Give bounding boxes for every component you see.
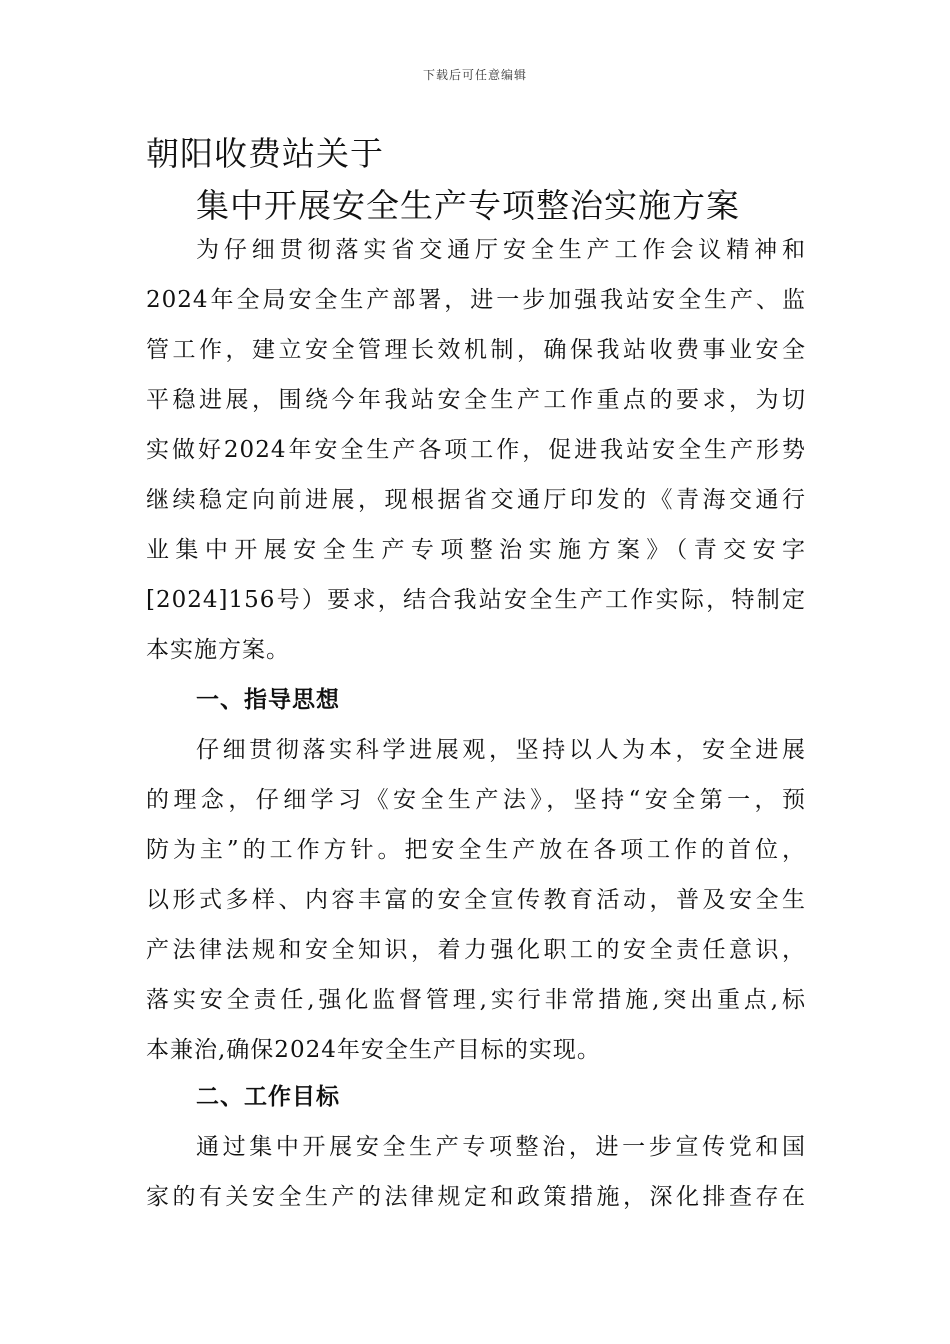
paragraph-line: 仔细贯彻落实科学进展观，坚持以人为本，安全进展 — [196, 737, 806, 763]
paragraph-line: 的理念，仔细学习《安全生产法》，坚持“安全第一，预 — [146, 787, 806, 813]
paragraph-line: [2024]156号）要求，结合我站安全生产工作实际，特制定 — [146, 587, 806, 613]
paragraph-line: 本实施方案。 — [146, 637, 290, 663]
paragraph-line: 落实安全责任,强化监督管理,实行非常措施,突出重点,标 — [146, 987, 806, 1013]
paragraph-line: 2024年全局安全生产部署，进一步加强我站安全生产、监 — [146, 287, 806, 313]
paragraph-line: 管工作，建立安全管理长效机制，确保我站收费事业安全 — [146, 337, 806, 363]
document-title-line-1: 朝阳收费站关于 — [146, 134, 384, 173]
section-heading-work-goals: 二、工作目标 — [196, 1084, 340, 1110]
paragraph-line: 通过集中开展安全生产专项整治，进一步宣传党和国 — [196, 1134, 806, 1160]
paragraph-line: 家的有关安全生产的法律规定和政策措施，深化排查存在 — [146, 1184, 806, 1210]
paragraph-line: 业集中开展安全生产专项整治实施方案》（青交安字 — [146, 537, 806, 563]
paragraph-line: 为仔细贯彻落实省交通厅安全生产工作会议精神和 — [196, 237, 806, 263]
paragraph-line: 实做好2024年安全生产各项工作，促进我站安全生产形势 — [146, 437, 806, 463]
paragraph-line: 继续稳定向前进展，现根据省交通厅印发的《青海交通行 — [146, 487, 806, 513]
document-title-line-2: 集中开展安全生产专项整治实施方案 — [196, 186, 740, 225]
paragraph-line: 防为主”的工作方针。把安全生产放在各项工作的首位， — [146, 837, 806, 863]
section-heading-guiding-thought: 一、指导思想 — [196, 687, 340, 713]
paragraph-line: 本兼治,确保2024年安全生产目标的实现。 — [146, 1037, 601, 1063]
paragraph-line: 产法律法规和安全知识，着力强化职工的安全责任意识， — [146, 937, 806, 963]
paragraph-line: 以形式多样、内容丰富的安全宣传教育活动，普及安全生 — [146, 887, 806, 913]
paragraph-line: 平稳进展，围绕今年我站安全生产工作重点的要求，为切 — [146, 387, 806, 413]
page-header-note: 下载后可任意编辑 — [422, 68, 527, 82]
